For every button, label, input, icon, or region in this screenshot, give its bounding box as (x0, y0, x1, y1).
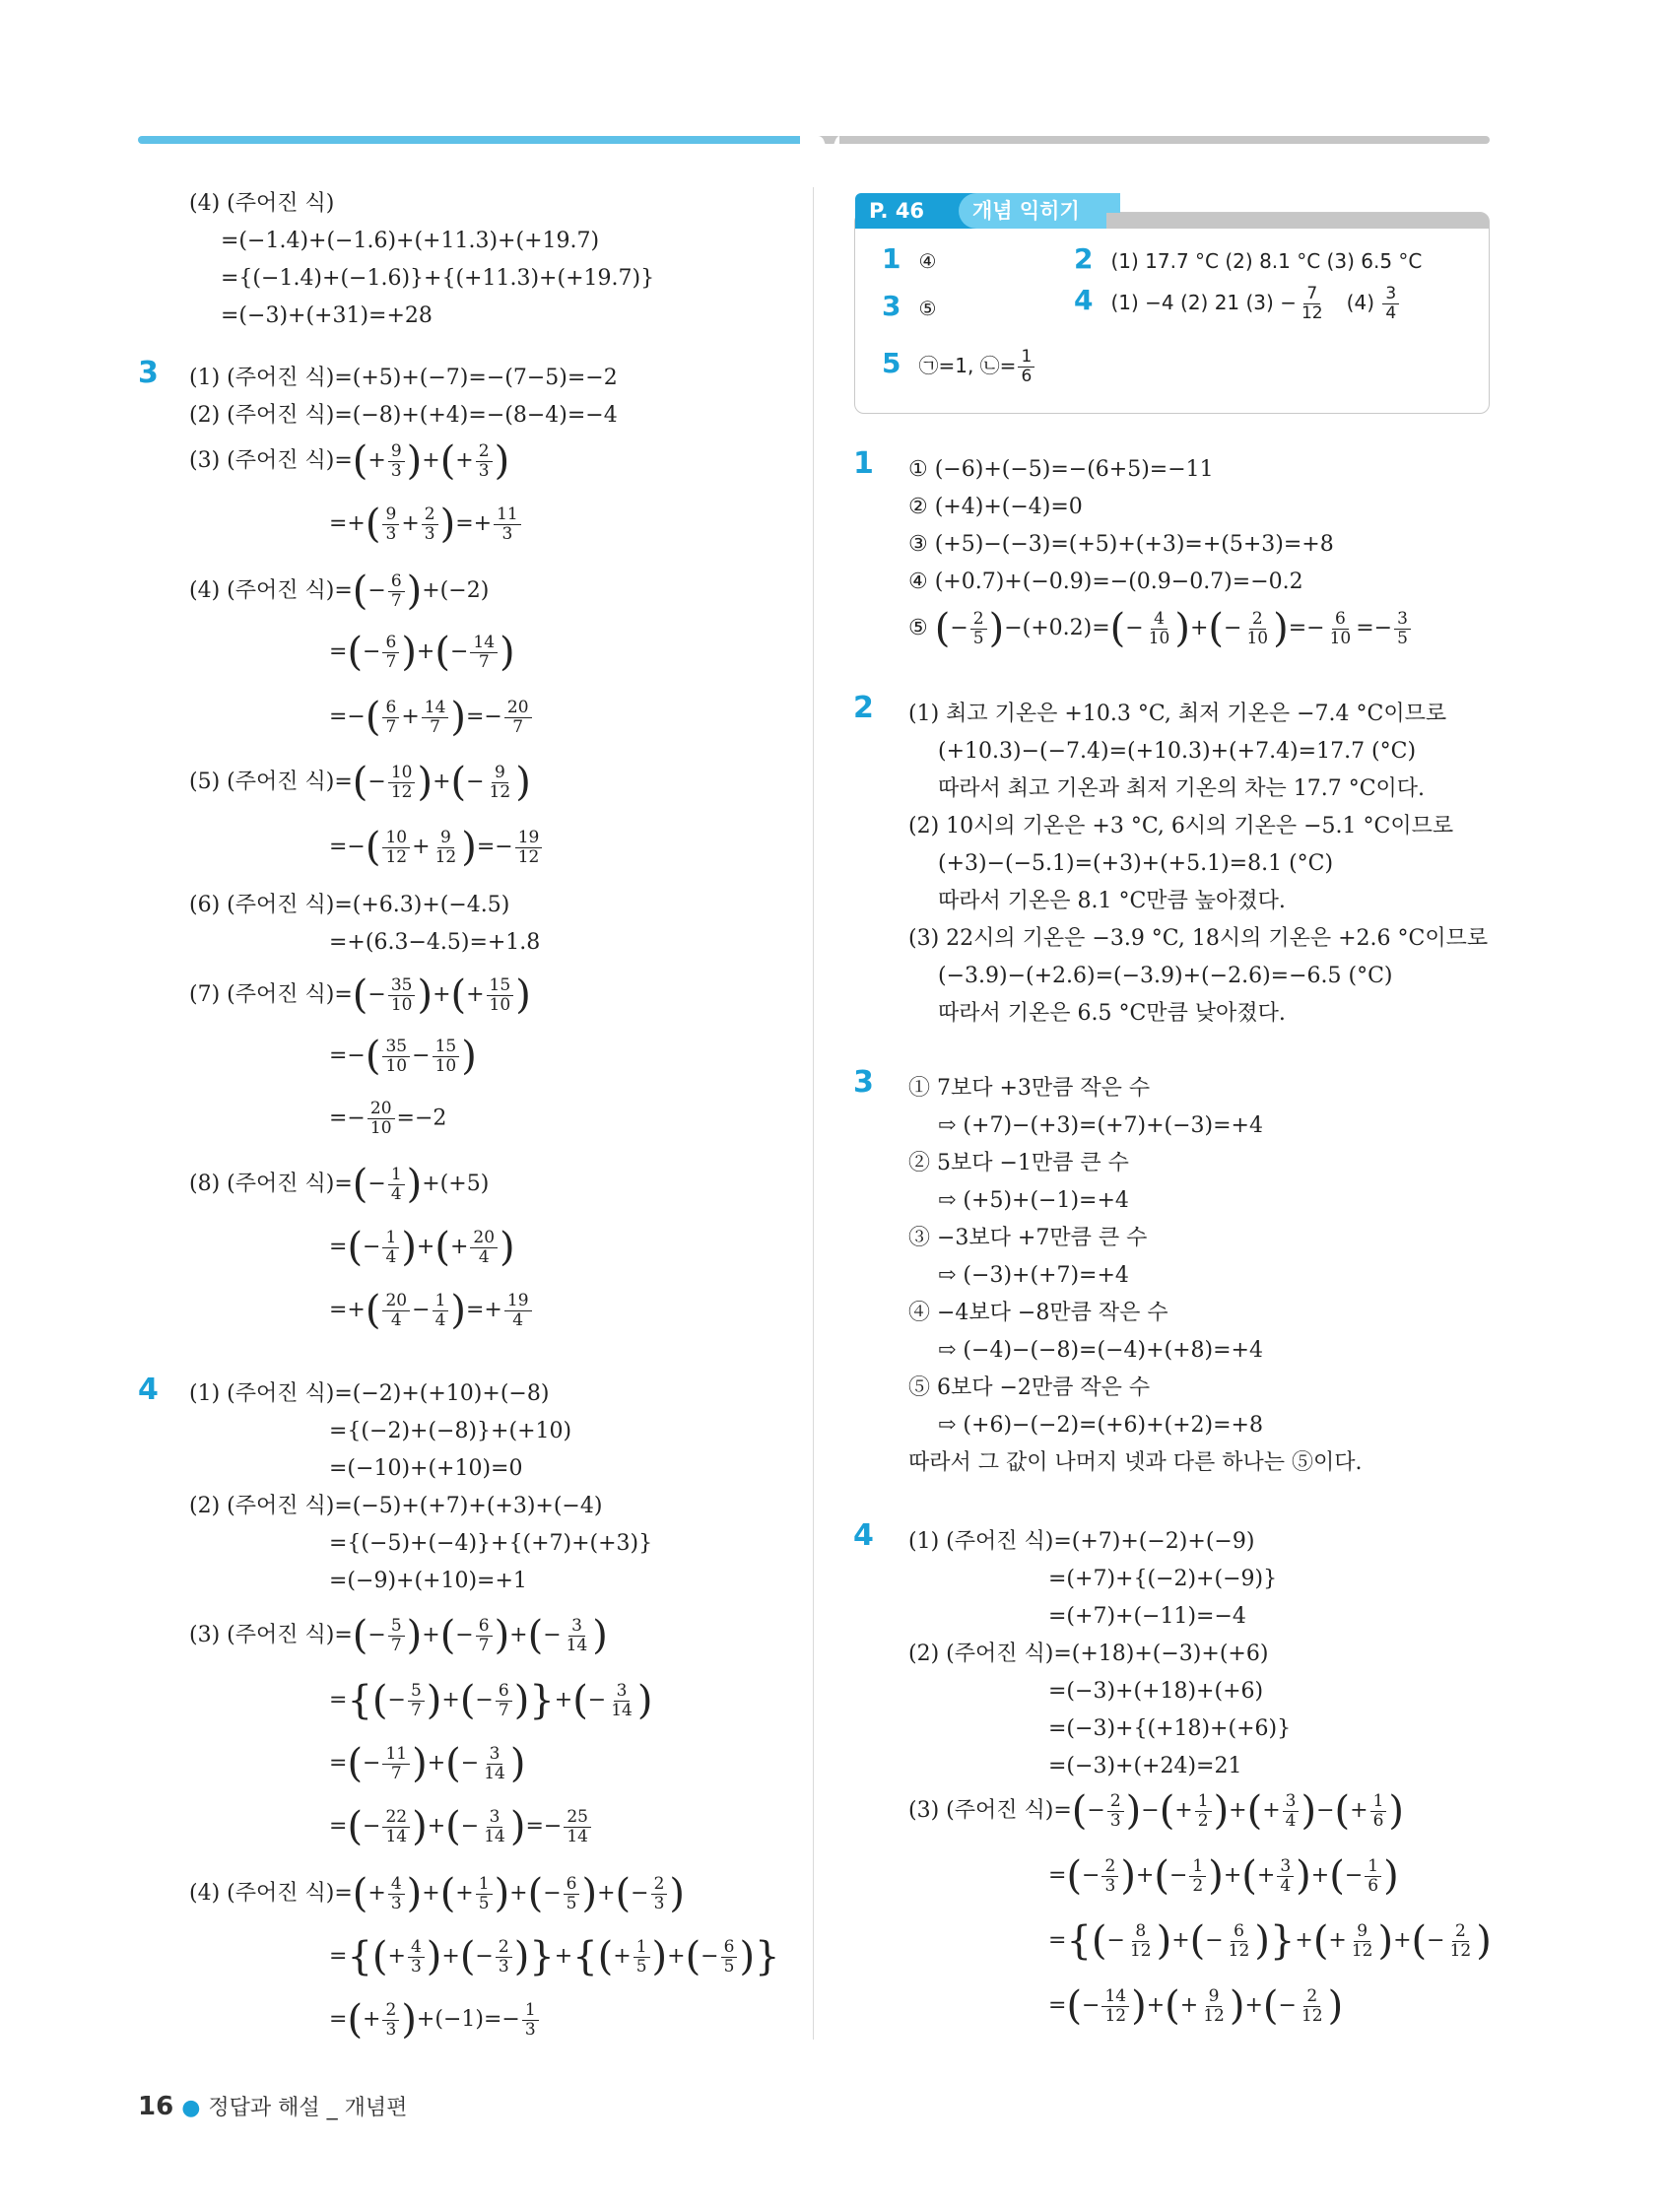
eq-line: =(−3)+(+18)+(+6) (1048, 1679, 1264, 1704)
eq-line: =− $\frac{20}{10}$ =−2 (329, 1099, 447, 1138)
eq-line: (+3)−(−5.1)=(+3)+(+5.1)=8.1 (°C) (938, 851, 1334, 876)
eq-line: 따라서 그 값이 나머지 넷과 다른 하나는 ⑤이다. (908, 1450, 1363, 1475)
eq-line: (6) (주어진 식)=(+6.3)+(−4.5) (189, 893, 510, 917)
eq-line: ={(+ $\frac{4}{3}$ )+(− $\frac{2}{3}$ )}+{(+ $\frac{1}{5}$ )+(− $\frac{6}{5}$ )} (329, 1934, 780, 1979)
eq-line: ={(− $\frac{5}{7}$ )+(− $\frac{6}{7}$ )}+(− $\frac{3}{14}$ ) (329, 1678, 653, 1723)
eq-line: =−( $\frac{10}{12}$ + $\frac{9}{12}$ )=− $\frac{19}{12}$ (329, 828, 544, 867)
answer-number: 2 (1074, 242, 1094, 275)
answer-row: 5 ㉠=1, ㉡= $\frac{1}{6}$ (882, 347, 1036, 386)
eq-line: (3) (주어진 식)=(− $\frac{2}{3}$ )−(+ $\frac{1}{2}$ )+(+ $\frac{3}{4}$ )−(+ $\frac{1}{6}$ ) (908, 1788, 1405, 1834)
header-bar-right (818, 136, 1490, 144)
eq-line: (5) (주어진 식)=(− $\frac{10}{12}$ )+(− $\frac{9}{12}$ ) (189, 760, 531, 805)
eq-line: 따라서 기온은 8.1 °C만큼 높아졌다. (938, 889, 1286, 913)
eq-line: ⑤ (− $\frac{2}{5}$ )−(+0.2)=(− $\frac{4}{10}$ )+(− $\frac{2}{10}$ )=− $\frac{6}{10}$ =− $\frac{3}{5}$ (908, 609, 1413, 648)
eq-line: ④ (+0.7)+(−0.9)=−(0.9−0.7)=−0.2 (908, 570, 1303, 594)
eq-line: ={(−1.4)+(−1.6)}+{(+11.3)+(+19.7)} (221, 266, 655, 291)
eq-line: ④ −4보다 −8만큼 작은 수 (908, 1301, 1168, 1325)
answer-value: ㉠=1, ㉡= (918, 354, 1017, 377)
eq-line: =+( $\frac{9}{3}$ + $\frac{2}{3}$ )=+ $\frac{11}{3}$ (329, 504, 523, 544)
eq-line: =(+7)+(−11)=−4 (1048, 1604, 1246, 1629)
question-number: 4 (853, 1518, 874, 1553)
eq-line: (1) 최고 기온은 +10.3 °C, 최저 기온은 −7.4 °C이므로 (908, 702, 1447, 726)
eq-line: ={(−2)+(−8)}+(+10) (329, 1419, 572, 1443)
eq-line: =(+7)+{(−2)+(−9)} (1048, 1567, 1278, 1591)
footer-title: 정답과 해설 _ 개념편 (208, 2096, 408, 2120)
eq-line: (7) (주어진 식)=(− $\frac{35}{10}$ )+(+ $\frac{15}{10}$ ) (189, 972, 531, 1018)
eq-line: =(+ $\frac{2}{3}$ )+(−1)=− $\frac{1}{3}$ (329, 2000, 541, 2040)
answer-value: ⑤ (918, 297, 937, 320)
eq-line: ② 5보다 −1만큼 큰 수 (908, 1151, 1129, 1175)
eq-line: ② (+4)+(−4)=0 (908, 495, 1083, 519)
eq-line: ={(−5)+(−4)}+{(+7)+(+3)} (329, 1531, 653, 1556)
eq-line: (3) (주어진 식)=(+ $\frac{9}{3}$ )+(+ $\frac{2}{3}$ ) (189, 438, 510, 484)
eq-line: ① (−6)+(−5)=−(6+5)=−11 (908, 457, 1214, 482)
eq-line: =(− $\frac{11}{7}$ )+(− $\frac{3}{14}$ ) (329, 1741, 526, 1786)
eq-line: =(− $\frac{2}{3}$ )+(− $\frac{1}{2}$ )+(+ $\frac{3}{4}$ )+(− $\frac{1}{6}$ ) (1048, 1853, 1399, 1899)
page-ref: P. 46 (855, 193, 977, 229)
answer-number: 1 (882, 242, 901, 275)
eq-line: =−( $\frac{35}{10}$ − $\frac{15}{10}$ ) (329, 1034, 477, 1079)
answer-number: 3 (882, 290, 901, 322)
eq-line: =(− $\frac{1}{4}$ )+(+ $\frac{20}{4}$ ) (329, 1225, 515, 1270)
question-number: 1 (853, 446, 874, 481)
eq-line: (3) 22시의 기온은 −3.9 °C, 18시의 기온은 +2.6 °C이므로 (908, 926, 1489, 951)
eq-line: =(− $\frac{6}{7}$ )+(− $\frac{14}{7}$ ) (329, 630, 515, 675)
column-divider (813, 187, 814, 2040)
question-number: 4 (138, 1373, 159, 1407)
eq-line: (1) (주어진 식)=(+7)+(−2)+(−9) (908, 1529, 1255, 1554)
page-footer (138, 2091, 407, 2121)
eq-line: (3) (주어진 식)=(− $\frac{5}{7}$ )+(− $\frac{6}{7}$ )+(− $\frac{3}{14}$ ) (189, 1613, 608, 1658)
answer-number: 5 (882, 347, 901, 379)
eq-line: =(−3)+{(+18)+(+6)} (1048, 1716, 1292, 1741)
eq-line: ={(− $\frac{8}{12}$ )+(− $\frac{6}{12}$ )}+(+ $\frac{9}{12}$ )+(− $\frac{2}{12}$ ) (1048, 1918, 1492, 1964)
eq-line: (2) 10시의 기온은 +3 °C, 6시의 기온은 −5.1 °C이므로 (908, 814, 1454, 838)
answer-value: (1) −4 (2) 21 (3) − (1110, 291, 1297, 314)
eq-line: ⑤ 6보다 −2만큼 작은 수 (908, 1375, 1151, 1400)
eq-line: (2) (주어진 식)=(−5)+(+7)+(+3)+(−4) (189, 1494, 603, 1518)
eq-line: =−( $\frac{6}{7}$ + $\frac{14}{7}$ )=− $\frac{20}{7}$ (329, 698, 534, 737)
eq-line: (+10.3)−(−7.4)=(+10.3)+(+7.4)=17.7 (°C) (938, 739, 1417, 764)
bullet-icon: ● (181, 2096, 201, 2120)
answer-value: ④ (918, 249, 937, 273)
eq-line: ⇨ (+6)−(−2)=(+6)+(+2)=+8 (938, 1413, 1263, 1438)
eq-line: (−3.9)−(+2.6)=(−3.9)+(−2.6)=−6.5 (°C) (938, 964, 1393, 988)
header-bar-left (138, 136, 818, 144)
eq-line: (4) (주어진 식) (189, 191, 335, 216)
answer-row (1074, 242, 1422, 275)
eq-line: =(−10)+(+10)=0 (329, 1456, 523, 1481)
answer-row (882, 242, 936, 275)
page-number: 16 (138, 2092, 174, 2121)
eq-line: =(−3)+(+31)=+28 (221, 303, 433, 328)
eq-line: =+( $\frac{20}{4}$ − $\frac{1}{4}$ )=+ $\frac{19}{4}$ (329, 1291, 534, 1330)
eq-line: 따라서 기온은 6.5 °C만큼 낮아졌다. (938, 1001, 1286, 1026)
eq-line: =(− $\frac{22}{14}$ )+(− $\frac{3}{14}$ )=− $\frac{25}{14}$ (329, 1807, 593, 1846)
eq-line: ⇨ (+5)+(−1)=+4 (938, 1188, 1129, 1213)
eq-line: ① 7보다 +3만큼 작은 수 (908, 1076, 1151, 1101)
eq-line: (1) (주어진 식)=(+5)+(−7)=−(7−5)=−2 (189, 366, 618, 390)
eq-line: ③ (+5)−(−3)=(+5)+(+3)=+(5+3)=+8 (908, 532, 1334, 557)
eq-line: =(−3)+(+24)=21 (1048, 1754, 1242, 1778)
question-number: 2 (853, 691, 874, 725)
question-number: 3 (853, 1065, 874, 1100)
eq-line: (8) (주어진 식)=(− $\frac{1}{4}$ )+(+5) (189, 1162, 490, 1207)
eq-line: (4) (주어진 식)=(− $\frac{6}{7}$ )+(−2) (189, 569, 490, 614)
eq-line: (2) (주어진 식)=(−8)+(+4)=−(8−4)=−4 (189, 403, 618, 428)
eq-line: (2) (주어진 식)=(+18)+(−3)+(+6) (908, 1642, 1269, 1666)
eq-line: (1) (주어진 식)=(−2)+(+10)+(−8) (189, 1381, 550, 1406)
answer-value: (1) 17.7 °C (2) 8.1 °C (3) 6.5 °C (1110, 249, 1423, 273)
eq-line: ⇨ (+7)−(+3)=(+7)+(−3)=+4 (938, 1113, 1263, 1138)
eq-line: (4) (주어진 식)=(+ $\frac{4}{3}$ )+(+ $\frac{1}{5}$ )+(− $\frac{6}{5}$ )+(− $\frac{2}{3}$ ) (189, 1871, 686, 1916)
eq-line: =(− $\frac{14}{12}$ )+(+ $\frac{9}{12}$ )+(− $\frac{2}{12}$ ) (1048, 1983, 1344, 2029)
eq-line: ⇨ (−4)−(−8)=(−4)+(+8)=+4 (938, 1338, 1263, 1363)
eq-line: =(−1.4)+(−1.6)+(+11.3)+(+19.7) (221, 229, 600, 253)
eq-line: 따라서 최고 기온과 최저 기온의 차는 17.7 °C이다. (938, 776, 1426, 801)
eq-line: =+(6.3−4.5)=+1.8 (329, 930, 541, 955)
eq-line: =(−9)+(+10)=+1 (329, 1569, 527, 1593)
eq-line: ⇨ (−3)+(+7)=+4 (938, 1263, 1129, 1288)
question-number: 3 (138, 356, 159, 390)
answer-number: 4 (1074, 284, 1094, 316)
answer-row (882, 290, 936, 322)
answer-box-tab (855, 193, 1466, 229)
box-title: 개념 익히기 (959, 193, 1120, 229)
box-tab-rule (1106, 213, 1489, 229)
answer-row: 4 (1) −4 (2) 21 (3) − $\frac{7}{12}$ (4) $\frac{3}{4}$ (1074, 284, 1401, 323)
eq-line: ③ −3보다 +7만큼 큰 수 (908, 1226, 1148, 1250)
header-notch (800, 136, 839, 162)
